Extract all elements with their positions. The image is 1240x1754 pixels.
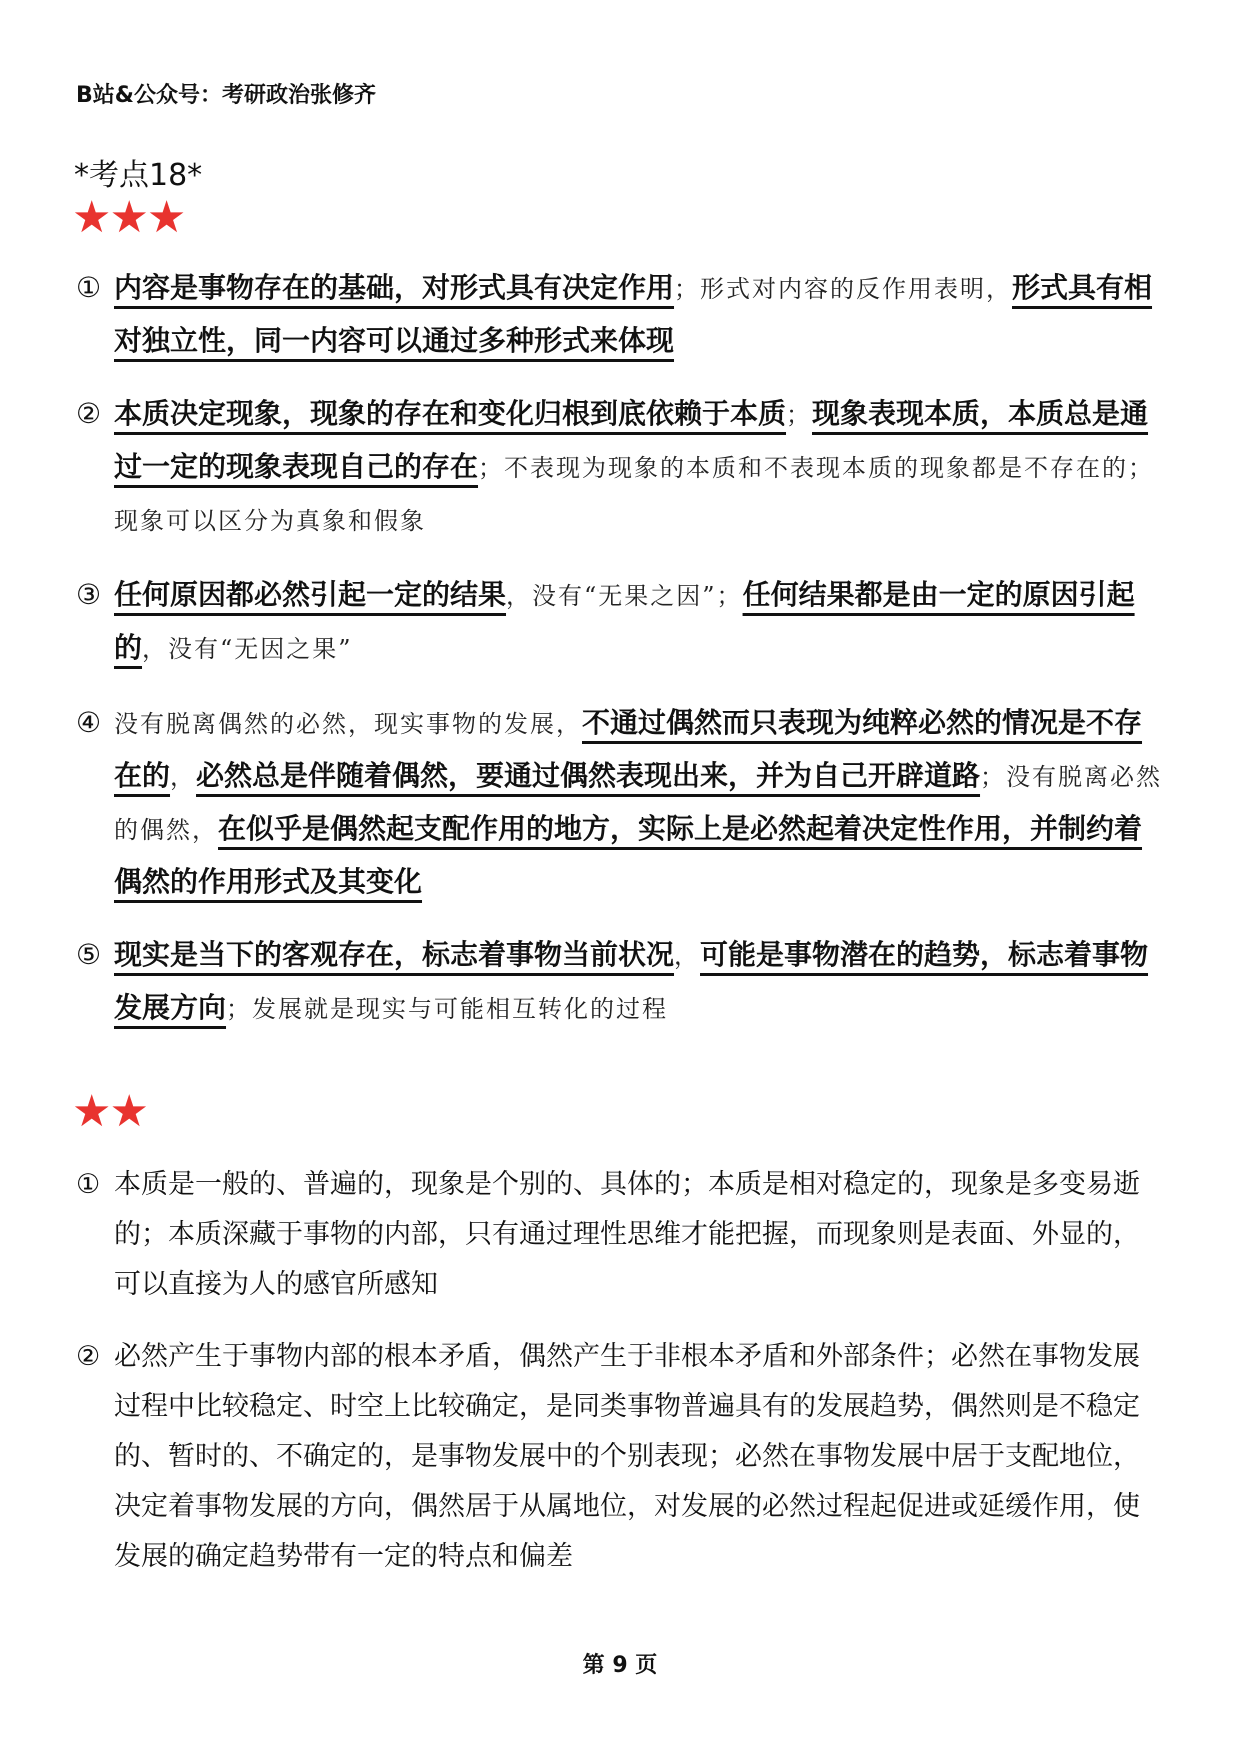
item-number: ② (76, 397, 102, 430)
item-number: ⑤ (76, 938, 102, 971)
two-star-section (76, 1160, 1166, 1604)
two-star-rating: ★★ (72, 1086, 147, 1137)
page-number: 第 9 页 (582, 1653, 658, 1678)
item-text: ； (786, 401, 813, 429)
key-point-text: 任何结果都是由一定的原因引起的 (114, 578, 1135, 664)
key-point-text: 本质决定现象，现象的存在和变化归根到底依赖于本质 (114, 397, 787, 430)
key-point-text: 不通过偶然而只表现为纯粹必然的情况是不存在的 (114, 706, 1143, 792)
key-point-text: 形式具有相对独立性，同一内容可以通过多种形式来体现 (114, 271, 1153, 357)
list-item (76, 1160, 1166, 1310)
item-text: ；形式对内容的反作用表明， (674, 275, 1013, 303)
key-point-text: 现象表现本质，本质总是通过一定的现象表现自己的存在 (114, 397, 1149, 483)
list-item (76, 929, 1166, 1035)
list-item (76, 388, 1166, 547)
item-text: ，没有“无果之因”； (506, 582, 743, 610)
item-number: ② (76, 1341, 101, 1372)
key-point-text: 在似乎是偶然起支配作用的地方，实际上是必然起着决定性作用，并制约着偶然的作用形式及其变化 (114, 812, 1143, 898)
item-text: ；不表现为现象的本质和不表现本质的现象都是不存在的；现象可以区分为真象和假象 (114, 454, 1155, 535)
list-item (76, 262, 1166, 366)
item-text: 本质是一般的、普遍的，现象是个别的、具体的；本质是相对稳定的，现象是多变易逝的；本质深藏于事物的内部，只有通过理性思维才能把握，而现象则是表面、外显的，可以直接为人的感官所感知 (114, 1169, 1140, 1300)
list-item (76, 569, 1166, 675)
key-point-text: 必然总是伴随着偶然，要通过偶然表现出来，并为自己开辟道路 (196, 759, 981, 792)
key-point-text: 现实是当下的客观存在，标志着事物当前状况 (114, 938, 675, 971)
item-number: ① (76, 271, 102, 304)
three-star-rating: ★★★ (72, 192, 185, 243)
three-star-section (76, 262, 1166, 1057)
list-item (76, 697, 1166, 907)
item-text: 必然产生于事物内部的根本矛盾，偶然产生于非根本矛盾和外部条件；必然在事物发展过程中比较稳定、时空上比较确定，是同类事物普遍具有的发展趋势，偶然则是不稳定的、暂时的、不确定的，是事物发展中的个别表现；必然在事物发展中居于支配地位，决定着事物发展的方向，偶然居于从属地位，对发展的必然过程起促进或延缓作用，使发展的确定趋势带有一定的特点和偏差 (114, 1341, 1140, 1572)
key-point-text: 内容是事物存在的基础，对形式具有决定作用 (114, 271, 675, 304)
key-point-text: 任何原因都必然引起一定的结果 (114, 578, 507, 611)
key-point-text: 可能是事物潜在的趋势，标志着事物发展方向 (114, 938, 1149, 1024)
item-number: ① (76, 1169, 101, 1200)
page-header: B站&公众号：考研政治张修齐 (76, 83, 376, 108)
item-text: ，没有“无因之果” (142, 635, 353, 663)
item-text: ；没有脱离必然的偶然， (114, 763, 1163, 844)
list-item (76, 1332, 1166, 1582)
item-text: ， (170, 763, 197, 791)
item-text: ， (674, 942, 701, 970)
item-number: ③ (76, 578, 102, 611)
item-text: ；发展就是现实与可能相互转化的过程 (226, 995, 669, 1023)
item-text: 没有脱离偶然的必然，现实事物的发展， (114, 710, 582, 738)
item-number: ④ (76, 706, 102, 739)
topic-label: *考点18* (74, 158, 203, 193)
